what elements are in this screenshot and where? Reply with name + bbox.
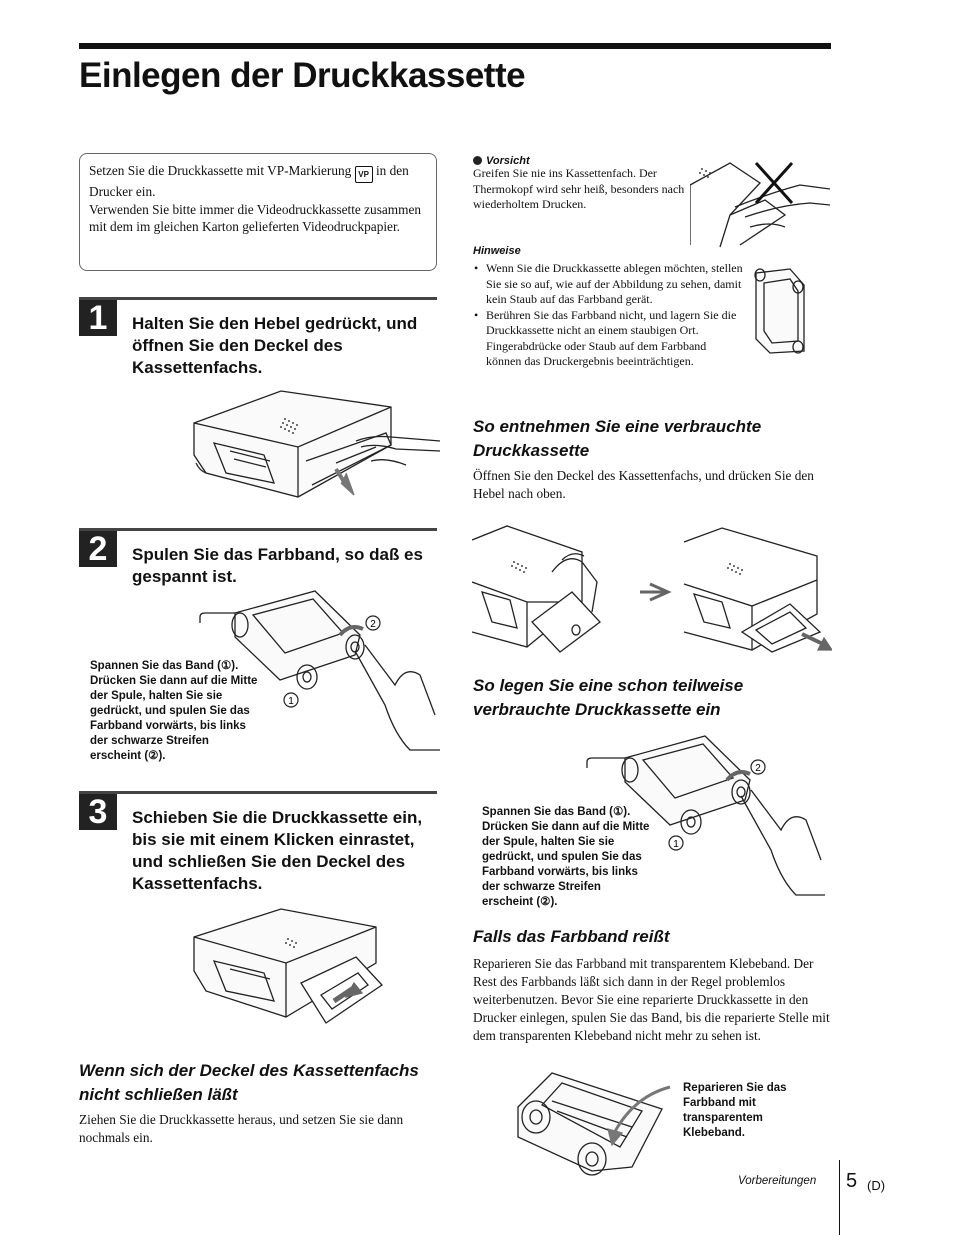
title-rule bbox=[79, 43, 831, 49]
vp-mark-icon: VP bbox=[355, 166, 373, 183]
notes-label: Hinweise bbox=[473, 245, 521, 257]
intro-text-before: Setzen Sie die Druckkassette mit VP-Markierung bbox=[89, 163, 352, 178]
intro-text-after: in den Drucker ein. bbox=[89, 163, 409, 199]
caution-label-text: Vorsicht bbox=[486, 155, 530, 167]
partial-callout-1-label: 1 bbox=[673, 839, 679, 850]
caution-hand-in-slot-illustration bbox=[690, 155, 830, 250]
lid-text: Ziehen Sie die Druckkassette heraus, und setzen Sie sie dann nochmals ein. bbox=[79, 1112, 404, 1145]
partial-heading: So legen Sie eine schon teilweise verbrauchte Druckkassette ein bbox=[473, 676, 744, 719]
torn-text: Reparieren Sie das Farbband mit transparentem Klebeband. Der Rest des Farbbands läßt sich dann in der Regel problemlos weiterbenutzen. Bevor Sie eine reparierte Druckkassette in den Drucker einlegen, spulen Sie das Band, bis die reparierte Stelle mit dem transparenten Klebeband nicht mehr zu sehen ist. bbox=[473, 956, 830, 1043]
step-1-number: 1 bbox=[79, 300, 117, 336]
step-3-text: Schieben Sie die Druckkassette ein, bis sie mit einem Klicken einrastet, und schließen Sie den Deckel des Kassettenfachs. bbox=[132, 808, 423, 893]
step-1-text: Halten Sie den Hebel gedrückt, und öffnen Sie den Deckel des Kassettenfachs. bbox=[132, 314, 418, 377]
step-2-number: 2 bbox=[79, 531, 117, 567]
note-item: • Wenn Sie die Druckkassette ablegen möchten, stellen Sie sie so auf, wie auf der Abbildung zu sehen, damit kein Staub auf das Farbband gerät. bbox=[486, 261, 743, 308]
torn-heading: Falls das Farbband reißt bbox=[473, 927, 670, 946]
remove-cassette-illustration bbox=[472, 522, 832, 657]
footer-rule bbox=[839, 1160, 840, 1235]
step-2-caption: Spannen Sie das Band (①). Drücken Sie dann auf die Mitte der Spule, halten Sie sie gedrückt, und spulen Sie das Farbband vorwärts, bis links der schwarze Streifen erscheint (②). bbox=[90, 660, 258, 762]
remove-heading: So entnehmen Sie eine verbrauchte Druckkassette bbox=[473, 417, 762, 460]
printer-open-lid-illustration bbox=[186, 385, 440, 510]
partial-caption: Spannen Sie das Band (①). Drücken Sie dann auf die Mitte der Spule, halten Sie sie gedrückt, und spulen Sie das Farbband vorwärts, bis links der schwarze Streifen erscheint (②). bbox=[482, 806, 650, 908]
step-2-text: Spulen Sie das Farbband, so daß es gespannt ist. bbox=[132, 545, 423, 586]
step-1-rule bbox=[79, 297, 437, 300]
step-2-rule bbox=[79, 528, 437, 531]
caution-text: Greifen Sie nie ins Kassettenfach. Der Thermokopf wird sehr heiß, besonders nach wiederholtem Drucken. bbox=[473, 166, 685, 211]
printer-insert-cassette-illustration bbox=[186, 905, 391, 1035]
intro-box bbox=[79, 153, 437, 271]
step-3-rule bbox=[79, 791, 437, 794]
repaired-ribbon-illustration bbox=[512, 1067, 682, 1177]
caution-icon bbox=[473, 156, 482, 165]
intro-line1 bbox=[89, 162, 427, 201]
page-suffix: (D) bbox=[867, 1178, 886, 1193]
standing-cassette-illustration bbox=[750, 265, 810, 355]
callout-1-label: 1 bbox=[288, 696, 294, 707]
intro-line2: Verwenden Sie bitte immer die Videodruckkassette zusammen mit dem im gleichen Karton gelieferten Videodruckpapier. bbox=[89, 201, 422, 234]
torn-caption: Reparieren Sie das Farbband mit transparentem Klebeband. bbox=[683, 1082, 787, 1139]
page-number: 5 bbox=[846, 1170, 858, 1192]
callout-2-label: 2 bbox=[370, 619, 376, 630]
notes-list bbox=[473, 261, 743, 370]
note-item: • Berühren Sie das Farbband nicht, und lagern Sie die Druckkassette nicht an einem staubigen Ort. Fingerabdrücke oder Staub auf dem Farbband können das Druckergebnis beeinträchtigen. bbox=[486, 308, 743, 370]
page-title: Einlegen der Druckkassette bbox=[79, 56, 526, 95]
footer-section: Vorbereitungen bbox=[738, 1175, 817, 1187]
lid-heading: Wenn sich der Deckel des Kassettenfachs nicht schließen läßt bbox=[79, 1061, 419, 1104]
step-3-number: 3 bbox=[79, 794, 117, 830]
remove-text: Öffnen Sie den Deckel des Kassettenfachs, und drücken Sie den Hebel nach oben. bbox=[473, 468, 814, 501]
partial-callout-2-label: 2 bbox=[755, 763, 761, 774]
